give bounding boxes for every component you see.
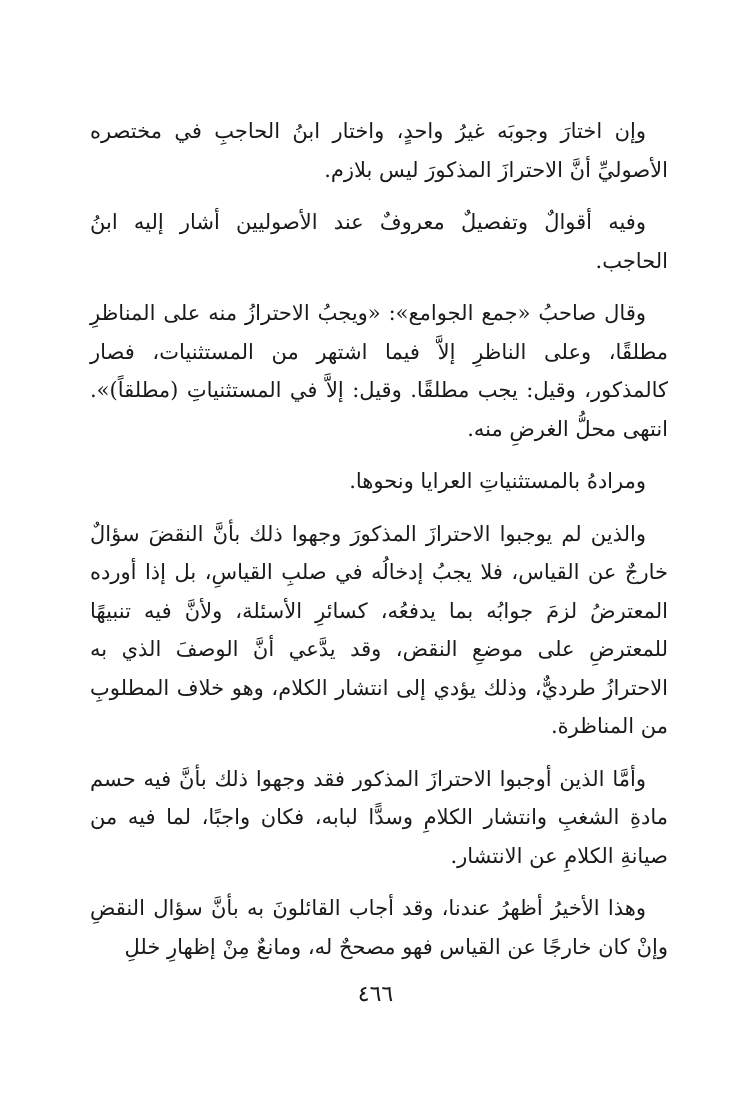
paragraph-1: وإن اختارَ وجوبَه غيرُ واحدٍ، واختار ابنُ الحاجبِ في مختصره الأصوليِّ أنَّ الاحترازَ المذكورَ ليس بلازم. bbox=[90, 119, 668, 182]
paragraph-7: وهذا الأخيرُ أظهرُ عندنا، وقد أجاب القائلونَ به بأنَّ سؤال النقضِ وإنْ كان خارجًا عن القياس فهو مصححٌ له، ومانعٌ مِنْ إظهارِ خللِ bbox=[90, 896, 668, 959]
page-number: ٤٦٦ bbox=[357, 982, 394, 1007]
paragraph-5: والذين لم يوجبوا الاحترازَ المذكورَ وجهوا ذلك بأنَّ النقضَ سؤالٌ خارجٌ عن القياس، فلا يجبُ إدخالُه في صلبِ القياسِ، بل إذا أورده المعترضُ لزمَ جوابُه بما يدفعُه، كسائرِ الأسئلة، ولأنَّ فيه تنبيهًا للمعترضِ على موضعِ النقض، وقد يدَّعي أنَّ الوصفَ الذي به الاحترازُ طرديٌّ، وذلك يؤدي إلى انتشار الكلام، وهو خلاف المطلوبِ من المناظرة. bbox=[90, 521, 668, 738]
paragraph-6: وأمَّا الذين أوجبوا الاحترازَ المذكور فقد وجهوا ذلك بأنَّ فيه حسم مادةِ الشغبِ وانتشار الكلامِ وسدًّا لبابه، فكان واجبًا، لما فيه من صيانةِ الكلامِ عن الانتشار. bbox=[90, 766, 668, 868]
paragraph-4: ومرادهُ بالمستثنياتِ العرايا ونحوها. bbox=[349, 469, 646, 493]
page-body bbox=[90, 112, 668, 966]
paragraph-3: وقال صاحبُ «جمع الجوامع»: «ويجبُ الاحترازُ منه على المناظرِ مطلقًا، وعلى الناظرِ إلاَّ فيما اشتهر من المستثنيات، فصار كالمذكور، وقيل: يجب مطلقًا. وقيل: إلاَّ في المستثنياتِ (مطلقاً)». انتهى محلُّ الغرضِ منه. bbox=[90, 301, 668, 441]
paragraph-2: وفيه أقوالٌ وتفصيلٌ معروفٌ عند الأصوليين أشار إليه ابنُ الحاجب. bbox=[90, 210, 668, 273]
